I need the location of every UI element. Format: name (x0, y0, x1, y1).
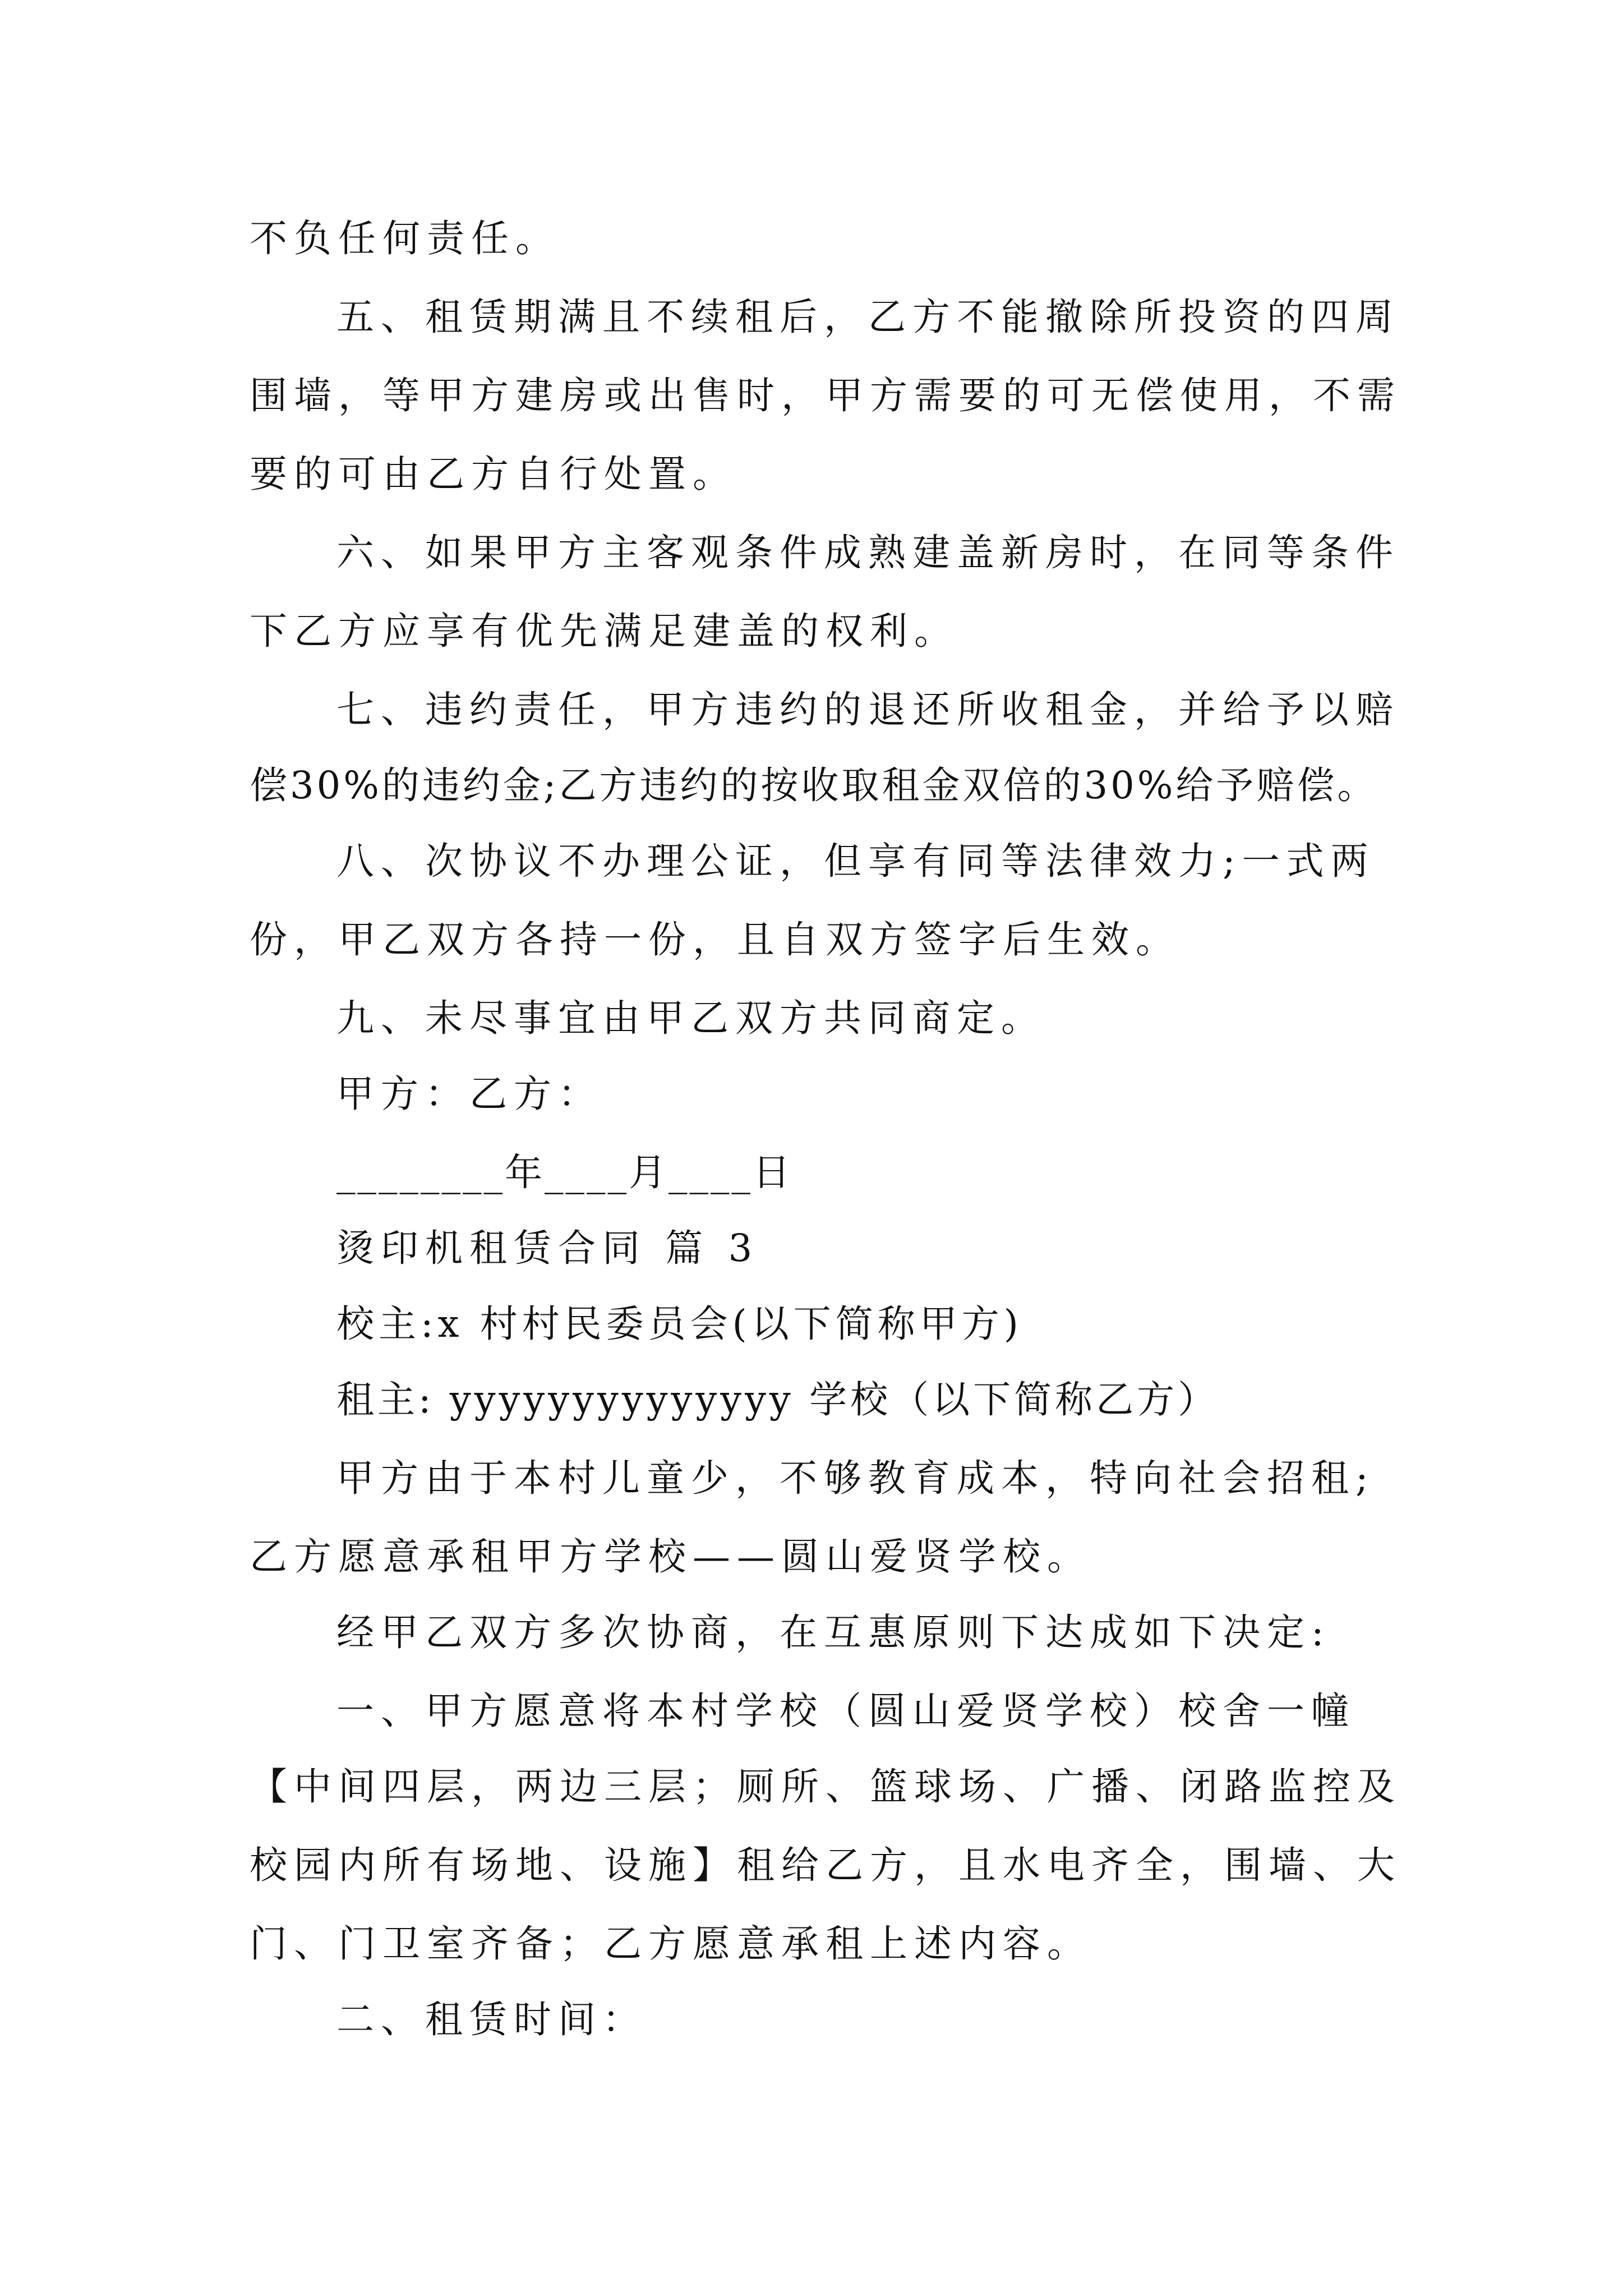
text-line: 七、违约责任，甲方违约的退还所收租金，并给予以赔 (336, 688, 1400, 731)
text-line: 六、如果甲方主客观条件成熟建盖新房时，在同等条件 (336, 531, 1400, 574)
text-line: 乙方愿意承租甲方学校——圆山爱贤学校。 (250, 1535, 1091, 1579)
signature-line: 甲方：乙方： (336, 1072, 602, 1116)
text-line: 校主:x 村村民委员会(以下简称甲方) (336, 1302, 1023, 1346)
text-line: 偿30%的违约金;乙方违约的按收取租金双倍的30%给予赔偿。 (250, 763, 1378, 807)
text-line: 【中间四层，两边三层；厕所、篮球场、广播、闭路监控及 (250, 1765, 1401, 1809)
text-line: 校园内所有场地、设施】租给乙方，且水电齐全，围墙、大 (250, 1843, 1401, 1887)
text-line: 一、甲方愿意将本村学校（圆山爱贤学校）校舍一幢 (336, 1689, 1355, 1733)
text-line: 九、未尽事宜由甲乙双方共同商定。 (336, 996, 1045, 1040)
text-line: 不负任何责任。 (250, 217, 560, 260)
text-line: 二、租赁时间： (336, 1998, 647, 2041)
text-line: 租主: yyyyyyyyyyyyyy 学校（以下简称乙方） (336, 1378, 1219, 1421)
text-line: 八、次协议不办理公证，但享有同等法律效力;一式两 (336, 839, 1375, 883)
text-line: 围墙，等甲方建房或出售时，甲方需要的可无偿使用，不需 (250, 374, 1401, 417)
text-line: 下乙方应享有优先满足建盖的权利。 (250, 609, 958, 653)
text-line: 经甲乙双方多次协商，在互惠原则下达成如下决定: (336, 1611, 1331, 1654)
text-line: 要的可由乙方自行处置。 (250, 452, 737, 496)
date-line: ________年____月____日 (336, 1151, 792, 1194)
text-line: 甲方由于本村儿童少，不够教育成本，特向社会招租; (336, 1456, 1375, 1500)
text-line: 五、租赁期满且不续租后，乙方不能撤除所投资的四周 (336, 295, 1400, 339)
text-line: 门、门卫室齐备；乙方愿意承租上述内容。 (250, 1922, 1091, 1966)
text-line: 份，甲乙双方各持一份，且自双方签字后生效。 (250, 918, 1180, 961)
section-heading: 烫印机租赁合同 篇 3 (336, 1226, 759, 1270)
